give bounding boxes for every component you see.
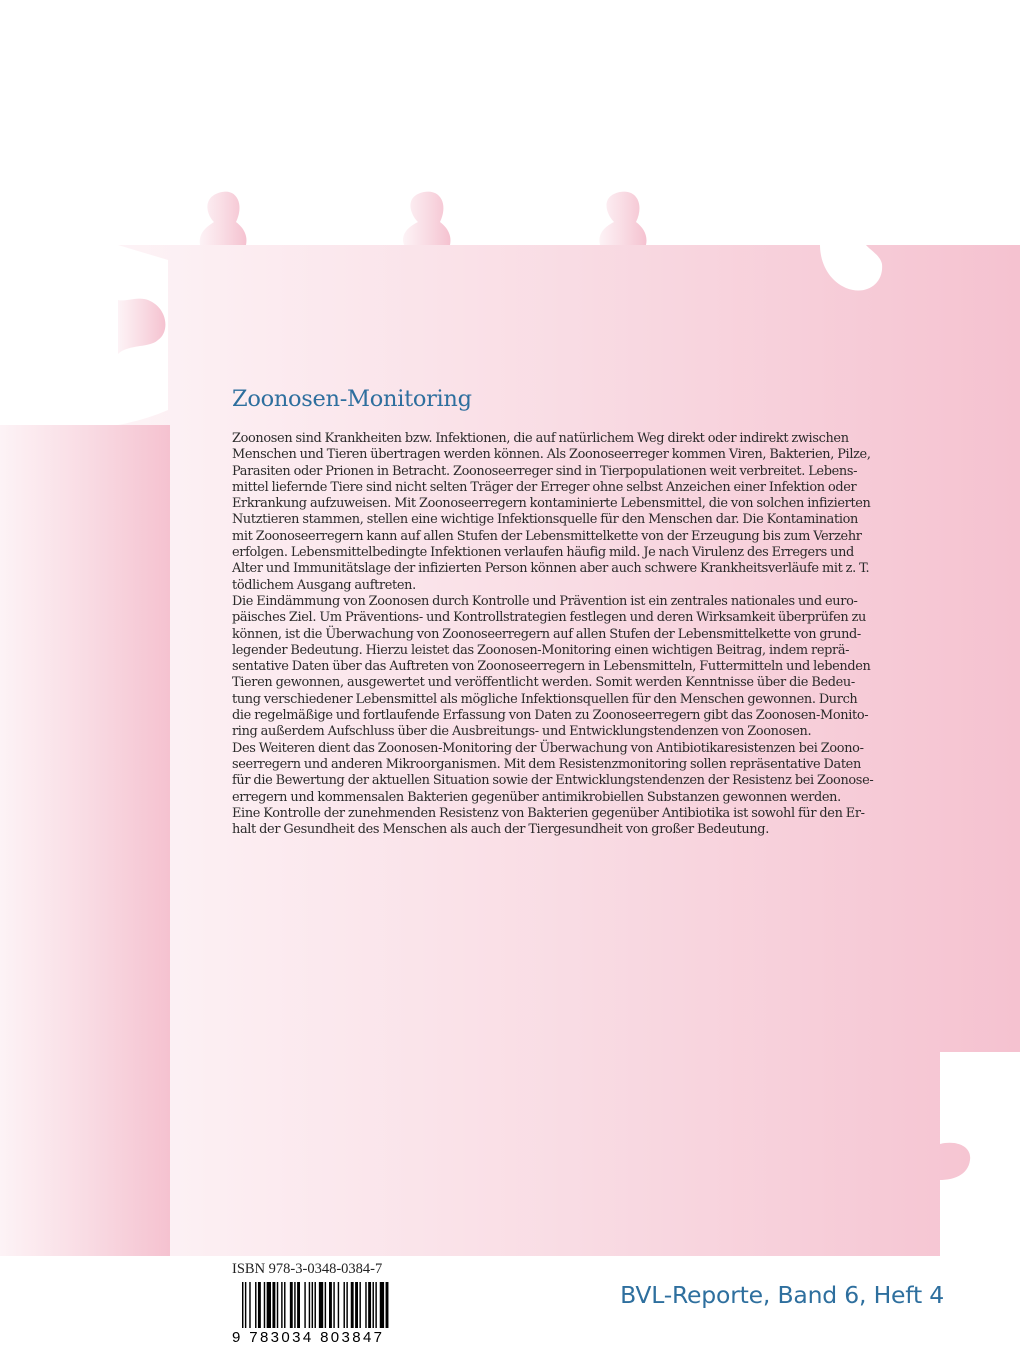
text-block (232, 386, 874, 838)
barcode-digits: 9 783034 803847 (232, 1329, 382, 1344)
barcode-bar (359, 1282, 360, 1328)
text-line: erregern und kommensalen Bakterien gegenüber antimikrobiellen Substanzen gewonnen werden. (232, 789, 841, 805)
text-line: Menschen und Tieren übertragen werden können. Als Zoonoseerreger kommen Viren, Bakterien, Pilze, (232, 447, 871, 463)
barcode-bar (346, 1282, 347, 1328)
text-line: für die Bewertung der aktuellen Situation sowie der Entwicklungstendenzen der Resistenz bei Zoonose- (232, 773, 874, 789)
barcode-bar (333, 1282, 334, 1328)
text-line: sentative Daten über das Auftreten von Zoonoseerregern in Lebensmitteln, Futtermitteln und lebenden (232, 659, 871, 675)
text-line: Nutztieren stammen, stellen eine wichtige Infektionsquelle für den Menschen dar. Die Kontamination (232, 512, 858, 528)
barcode-bar (277, 1282, 278, 1328)
text-line: die regelmäßige und fortlaufende Erfassung von Daten zu Zoonoseerregern gibt das Zoonosen-Monito- (232, 708, 869, 724)
barcode-bar (380, 1282, 384, 1328)
page-title: Zoonosen-Monitoring (232, 386, 472, 412)
barcode-bar (290, 1282, 293, 1328)
text-line: Zoonosen sind Krankheiten bzw. Infektionen, die auf natürlichem Weg direkt oder indirekt zwischen (232, 431, 849, 446)
text-line: päisches Ziel. Um Präventions- und Kontrollstrategien festlegen und deren Wirksamkeit überprüfen zu (232, 610, 866, 626)
barcode-bar (375, 1282, 376, 1328)
text-line: halt der Gesundheit des Menschen als auch der Tiergesundheit von großer Bedeutung. (232, 822, 769, 838)
barcode-bar (373, 1282, 374, 1328)
barcode-bar (255, 1282, 256, 1328)
barcode-bar (309, 1282, 310, 1328)
barcode-bar (245, 1282, 246, 1328)
barcode-bar (267, 1282, 271, 1328)
text-line: Parasiten oder Prionen in Betracht. Zoonoseerreger sind in Tierpopulationen weit verbreitet. Lebens- (232, 463, 858, 479)
text-line: Des Weiteren dient das Zoonosen-Monitoring der Überwachung von Antibiotikaresistenzen bei Zoono- (232, 740, 864, 756)
barcode-bar (312, 1282, 313, 1328)
barcode-bar (294, 1282, 295, 1328)
barcode-bar (284, 1282, 285, 1328)
barcode-bar (325, 1282, 326, 1328)
text-line: erfolgen. Lebensmittelbedingte Infektionen verlaufen häufig mild. Je nach Virulenz des Erregers und (232, 545, 854, 561)
text-line: legender Bedeutung. Hierzu leistet das Zoonosen-Monitoring einen wichtigen Beitrag, indem reprä- (232, 642, 850, 658)
text-line: Erkrankung aufzuweisen. Mit Zoonoseerregern kontaminierte Lebensmittel, die von solchen infizierten (232, 496, 871, 512)
barcode-bar (351, 1282, 354, 1328)
barcode-bar (355, 1282, 358, 1328)
text-line: Alter und Immunitätslage der infizierten Person können aber auch schwere Krankheitsverläufe mit z. T. (232, 561, 870, 577)
barcode-bar (242, 1282, 243, 1328)
barcode-bar (338, 1282, 339, 1328)
barcode-bar (304, 1282, 305, 1328)
barcode-bars (232, 1282, 392, 1344)
text-line: Tieren gewonnen, ausgewertet und veröffentlicht werden. Somit werden Kenntnisse über die Bedeu- (232, 675, 855, 691)
text-line: mittel liefernde Tiere sind nicht selten Träger der Erreger ohne selbst Anzeichen einer Infektion oder (232, 479, 857, 495)
barcode-bar (249, 1282, 250, 1328)
series-label: BVL-Reporte, Band 6, Heft 4 (620, 1281, 944, 1309)
text-line: tung verschiedener Lebensmittel als mögliche Infektionsquellen für den Menschen gewonnen. Durch (232, 691, 858, 707)
barcode-bar (368, 1282, 371, 1328)
barcode-bar (315, 1282, 316, 1328)
text-line: ring außerdem Aufschluss über die Ausbreitungs- und Entwicklungstendenzen von Zoonosen. (232, 724, 812, 740)
barcode-bar (329, 1282, 332, 1328)
text-line: seerregern und anderen Mikroorganismen. Mit dem Resistenzmonitoring sollen repräsentative Daten (232, 756, 861, 772)
text-line: tödlichem Ausgang auftreten. (232, 577, 416, 593)
barcode-bar (258, 1282, 261, 1328)
barcode-bar (319, 1282, 323, 1328)
barcode-bar (297, 1282, 300, 1328)
barcode-bar (386, 1282, 389, 1328)
text-line: mit Zoonoseerregern kann auf allen Stufen der Lebensmittelkette von der Erzeugung bis zum Verzehr (232, 528, 862, 544)
body-paragraph (232, 431, 874, 838)
barcode-bar (272, 1282, 275, 1328)
text-line: Die Eindämmung von Zoonosen durch Kontrolle und Prävention ist ein zentrales nationales und euro- (232, 593, 858, 609)
barcode-bar (365, 1282, 366, 1328)
barcode-bar (344, 1282, 345, 1328)
barcode-bar (264, 1282, 265, 1328)
barcode (232, 1282, 392, 1344)
text-line: Eine Kontrolle der zunehmenden Resistenz von Bakterien gegenüber Antibiotika ist sowohl für den Er- (232, 805, 865, 821)
isbn-label: ISBN 978-3-0348-0384-7 (232, 1261, 383, 1277)
barcode-bar (281, 1282, 282, 1328)
text-line: können, ist die Überwachung von Zoonoseerregern auf allen Stufen der Lebensmittelkette von grund- (232, 626, 861, 642)
